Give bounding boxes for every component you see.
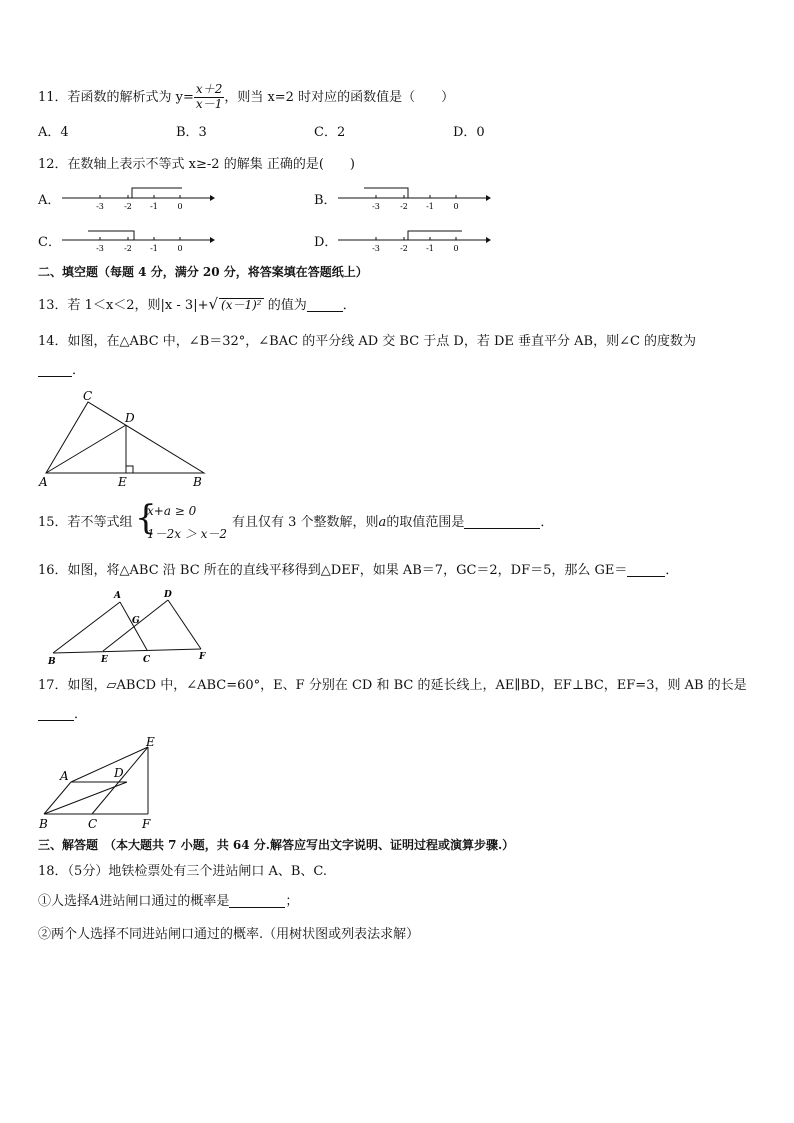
label-e: E — [101, 655, 108, 665]
label-c: C — [143, 655, 151, 665]
q16-stem — [38, 564, 678, 577]
q18-p1-a: ①人选择 — [38, 894, 91, 909]
q15-end: ． — [540, 515, 554, 530]
q18-p1-var: A — [90, 894, 100, 909]
label-g: G — [132, 616, 140, 626]
q12-label-d: D． — [314, 235, 338, 250]
q18-stem: 18．（5分）地铁检票处有三个进站闸口 A、B、C. — [38, 864, 328, 879]
label-f: F — [142, 817, 151, 831]
q15-stem-a: 15．若不等式组 — [38, 515, 133, 530]
label-a: A — [39, 475, 48, 489]
q11-stem — [38, 83, 454, 112]
q13-stem — [38, 297, 356, 312]
q17-figure — [36, 735, 166, 833]
q17-answer-blank[interactable] — [38, 708, 74, 721]
q12-numberline-b — [338, 186, 490, 210]
tick-label: -1 — [150, 244, 158, 253]
tick-label: 0 — [177, 244, 183, 253]
q14-end: ． — [72, 363, 86, 378]
label-e: E — [118, 475, 127, 489]
tick-label: -2 — [124, 244, 132, 253]
q13-end: ． — [342, 298, 356, 313]
tick-label: -2 — [400, 202, 408, 211]
q18-answer-blank[interactable] — [229, 895, 285, 908]
q11-fraction — [194, 83, 224, 112]
q11-frac-den: x－1 — [195, 96, 223, 111]
q13-sqrt: (x－1)² — [221, 298, 262, 312]
section3-heading: 三、解答题 （本大题共 7 小题，共 64 分.解答应写出文字说明、证明过程或演算步骤.） — [38, 838, 515, 852]
q16-stem-text: 16．如图，将△ABC 沿 BC 所在的直线平移得到△DEF，如果 AB＝7，GC＝2，DF＝5，那么 GE＝ — [38, 563, 628, 578]
brace-icon: { — [135, 498, 157, 538]
q12-numberline-d — [338, 228, 490, 252]
tick-label: 0 — [453, 202, 459, 211]
tick-label: 0 — [453, 244, 459, 253]
q11-stem-a: 11．若函数的解析式为 y= — [38, 89, 194, 105]
q12-numberline-c — [62, 228, 214, 252]
section2-heading: 二、填空题（每题 4 分，满分 20 分，将答案填在答题纸上） — [38, 265, 368, 279]
q12-label-b: B． — [314, 193, 337, 208]
label-c: C — [88, 817, 98, 831]
q14-line2 — [38, 364, 85, 377]
q15-var: a — [378, 515, 387, 530]
q13-stem-b: 的值为 — [263, 298, 307, 313]
q17-stem: 17．如图，▱ABCD 中，∠ABC=60°，E、F 分别在 CD 和 BC 的延长线上，AE∥BD，EF⊥BC，EF=3，则 AB 的长是 — [38, 678, 747, 693]
tick-label: -1 — [426, 202, 434, 211]
label-d: D — [164, 590, 172, 600]
label-b: B — [193, 475, 202, 489]
q11-option-b: B．3 — [176, 125, 207, 140]
tick-label: -3 — [96, 202, 104, 211]
tick-label: -2 — [400, 244, 408, 253]
q12-label-c: C． — [38, 235, 61, 250]
q14-answer-blank[interactable] — [38, 364, 72, 377]
q14-stem: 14．如图，在△ABC 中，∠B＝32°，∠BAC 的平分线 AD 交 BC 于点 D，若 DE 垂直平分 AB，则∠C 的度数为 — [38, 334, 697, 349]
q15-stem-b: 有且仅有 3 个整数解，则 — [232, 515, 379, 530]
q13-answer-blank[interactable] — [307, 299, 343, 312]
label-d: D — [125, 411, 135, 425]
tick-label: -3 — [96, 244, 104, 253]
q12-numberline-a — [62, 186, 214, 210]
q11-option-c: C．2 — [314, 125, 346, 140]
q11-stem-b: ，则当 x=2 时对应的函数值是（ ） — [224, 89, 455, 105]
q12-stem: 12．在数轴上表示不等式 x≥-2 的解集 正确的是( ) — [38, 157, 355, 172]
q15-answer-blank[interactable] — [464, 516, 540, 529]
tick-label: 0 — [177, 202, 183, 211]
sqrt-icon: √ — [208, 295, 219, 313]
q11-frac-num: x＋2 — [195, 82, 223, 96]
q18-part1 — [38, 895, 298, 908]
q16-end: ． — [665, 563, 679, 578]
label-b: B — [39, 817, 48, 831]
tick-label: -1 — [150, 202, 158, 211]
tick-label: -3 — [372, 202, 380, 211]
q18-part2: ②两个人选择不同进站闸口通过的概率.（用树状图或列表法求解） — [38, 927, 420, 942]
q15-stem-c: 的取值范围是 — [386, 515, 465, 530]
label-a: A — [114, 591, 121, 601]
tick-label: -1 — [426, 244, 434, 253]
q18-p1-end: ； — [285, 894, 299, 909]
q13-stem-a: 13．若 1＜x＜2，则|x - 3|+ — [38, 298, 209, 313]
tick-label: -3 — [372, 244, 380, 253]
label-b: B — [48, 657, 56, 667]
label-e: E — [146, 735, 155, 749]
label-d: D — [114, 766, 124, 780]
q17-line2 — [38, 708, 87, 721]
q17-end: ． — [74, 707, 88, 722]
q18-p1-b: 进站闸口通过的概率是 — [99, 894, 230, 909]
q14-figure — [36, 388, 216, 488]
q16-figure — [46, 588, 216, 668]
q15-line2: 1－2x ＞ x－2 — [147, 527, 228, 541]
label-c: C — [83, 389, 93, 403]
tick-label: -2 — [124, 202, 132, 211]
q15-tail — [232, 516, 553, 529]
label-f: F — [199, 652, 206, 662]
q15-line1: x+a ≥ 0 — [147, 504, 197, 518]
q11-option-a: A．4 — [38, 125, 69, 140]
q11-option-d: D．0 — [453, 125, 485, 140]
q12-label-a: A． — [38, 193, 61, 208]
q16-answer-blank[interactable] — [627, 564, 665, 577]
label-a: A — [60, 769, 69, 783]
